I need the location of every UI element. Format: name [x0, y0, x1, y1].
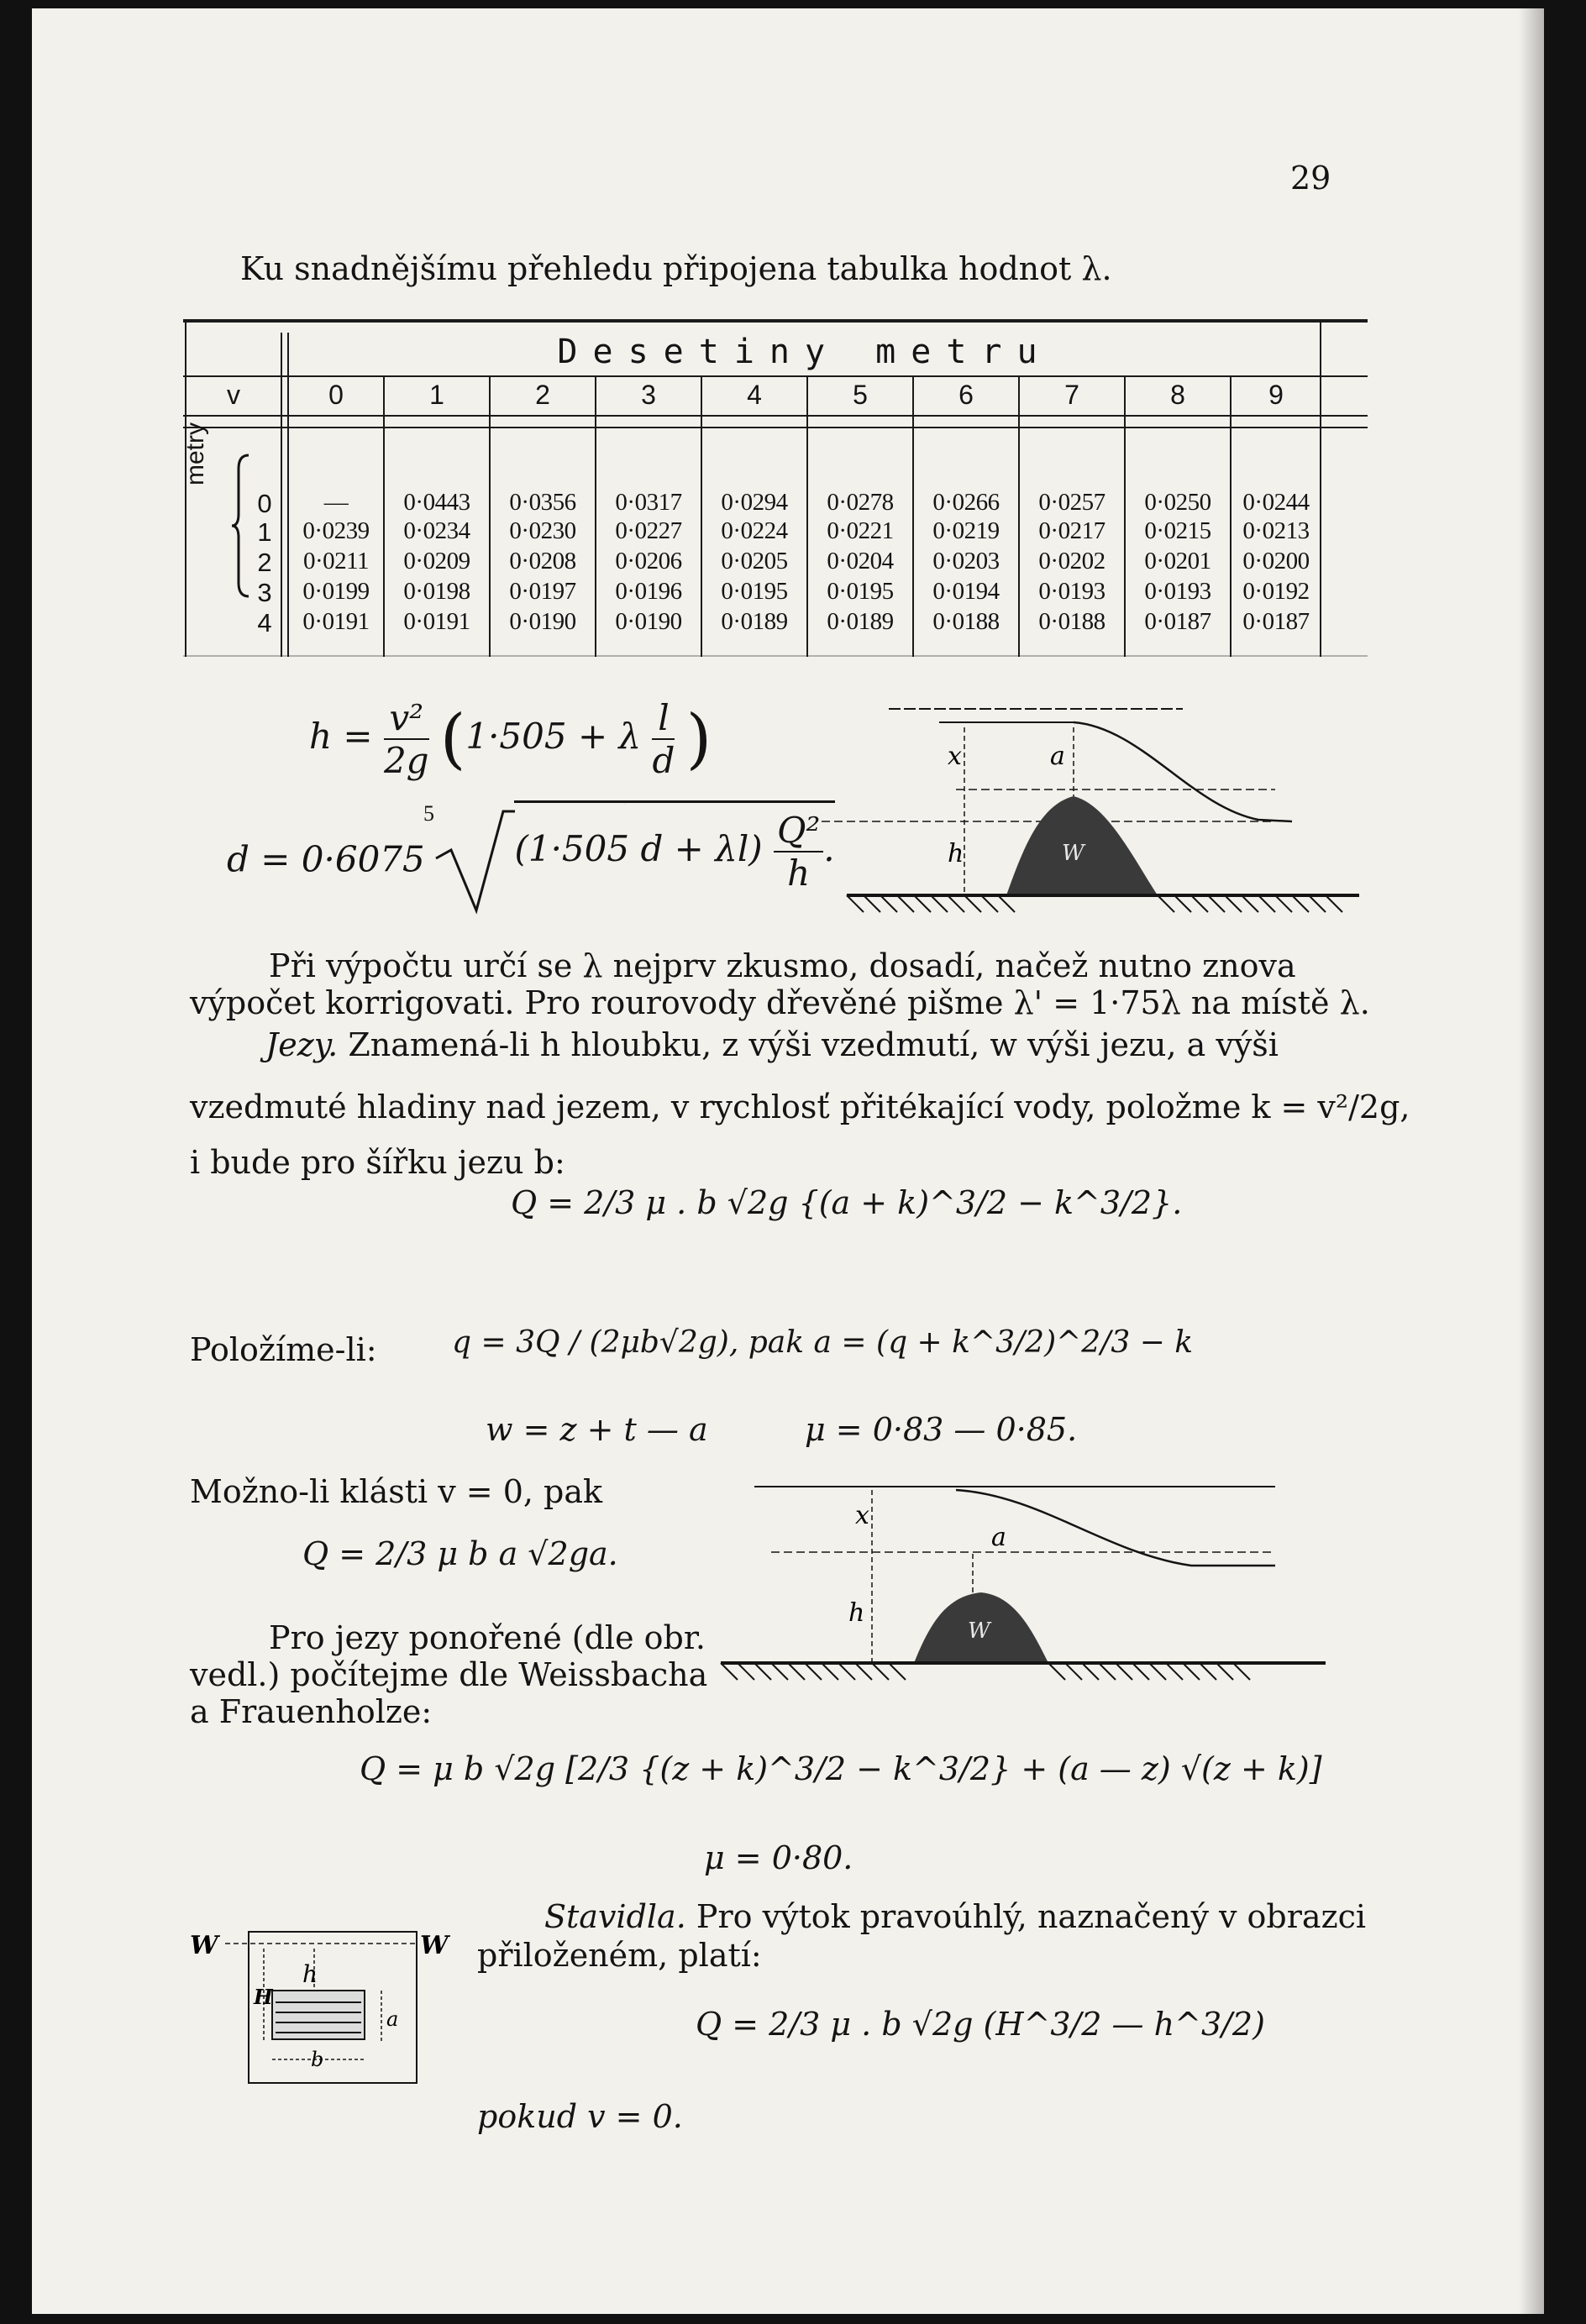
fig3-w-right: W [420, 1931, 449, 1960]
table-cell: 0·0203 [932, 548, 1000, 574]
table-cell: 0·0189 [827, 608, 894, 635]
table-cell: 0·0244 [1242, 489, 1310, 516]
column-header: 9 [1268, 380, 1284, 410]
table-cell: 0·0201 [1144, 548, 1211, 574]
paragraph-line: i bude pro šířku jezu b: [190, 1144, 565, 1181]
formula-d: d = 0·6075 5 (1·505 d + λl) $\frac{\text{Q²}}{h}$ . [227, 805, 835, 914]
fig1-w-label: W [1062, 841, 1084, 866]
weir-figure-2 [721, 1470, 1326, 1680]
table-cell: 0·0198 [403, 578, 470, 605]
row-index: 1 [257, 517, 272, 547]
row-brace [230, 452, 252, 600]
table-cell: 0·0266 [932, 489, 1000, 516]
table-cell: 0·0224 [721, 517, 788, 544]
table-cell: 0·0250 [1144, 489, 1211, 516]
table-cell: 0·0190 [509, 608, 576, 635]
table-cell: 0·0191 [302, 608, 370, 635]
table-cell: 0·0239 [302, 517, 370, 544]
paragraph-line: Stavidla. Pro výtok pravoúhlý, naznačený v obrazci [544, 1898, 1367, 1935]
page-number: 29 [1290, 160, 1331, 197]
fig3-a-label: a [386, 2007, 399, 2031]
table-cell: 0·0234 [403, 517, 470, 544]
table-cell: 0·0215 [1144, 517, 1211, 544]
paragraph-line: Jezy. Znamená-li h hloubku, z výši vzedmutí, w výši jezu, a výši [265, 1026, 1279, 1063]
intro-sentence: Ku snadnějšímu přehledu připojena tabulka hodnot λ. [240, 250, 1112, 287]
table-cell: 0·0195 [827, 578, 894, 605]
table-cell: 0·0221 [827, 517, 894, 544]
row-index: 0 [257, 489, 272, 518]
table-cell: 0·0193 [1038, 578, 1105, 605]
table-cell: 0·0205 [721, 548, 788, 574]
column-header: 3 [641, 380, 656, 410]
paragraph-line: výpočet korrigovati. Pro rourovody dřevěné pišme λ' = 1·75λ na místě λ. [190, 984, 1370, 1021]
fig2-w-label: W [968, 1618, 990, 1644]
table-cell: 0·0211 [302, 548, 370, 574]
table-cell: 0·0227 [615, 517, 682, 544]
table-cell: 0·0209 [403, 548, 470, 574]
column-header: 8 [1170, 380, 1185, 410]
table-cell: 0·0278 [827, 489, 894, 516]
table-cell: 0·0200 [1242, 548, 1310, 574]
column-header: 4 [747, 380, 762, 410]
table-cell: 0·0317 [615, 489, 682, 516]
column-header: 5 [853, 380, 868, 410]
book-page: 29 Ku snadnějšímu přehledu připojena tabulka hodnot λ. Desetiny metru v 0 1 2 3 4 5 6 7 8 9 metry 0 — 0·0443 0·0356 0·0317 0·0294 0·0278 0·0266 0·0257 0·0250 0·0244 1 0·0239 0·0234 0·0230 0·0227 0·0224 0·0221 0·0219 0·0217 0·0215 0·0213 2 0·0211 0·0209 0·0208 0·0206 0·0205 0·0204 0·0203 0·0202 0·0201 0·0200 3 0·0199 0·0198 0·0197 0·0196 0·0195 0·0195 0·0194 0·0193 0·0193 0·0192 4 0·0191 0·0191 0·0190 0·0190 0·0189 0·0189 0·0188 0·0188 0·0187 0·0187 h = $\frac{\text{v²}}{2g}$ (1·505 + λ $\frac{l}{d}$ ) d = 0·6075 5 (1·505 d + λl) $\frac{\text{Q²}}{h}$ . 5 x a h W Při výpočtu určí se λ nejprv zkusmo, dosadí, načež nutno znova výpočet korrigovati. Pro rourovody dřevěné pišme λ' = 1·75λ na místě λ. Jezy. Znamená-li h hloubku, z výši vzedmutí, w výši jezu, a výši vzedmuté hladiny nad jezem, v rychlosť přitékající vody, položme k = v²/2g, i bude pro šířku jezu b: Q = 2/3 μ . b √2g {(a + k)^3/2 − k^3/2}. Položíme-li: q = 3Q / (2μb√2g), pak a = (q + k^3/2)^2/3 − k w = z + t — a μ = 0·83 — 0·85. Možno-li klásti v = 0, pak Q = 2/3 μ b a √2ga. Pro jezy ponořené (dle obr. vedl.) počítejme dle Weissbacha a Frauenholze: x a h W Q = μ b √2g [2/3 {(z + k)^3/2 − k^3/2} + (a — z) √(z + k)] μ = 0·80. Stavidla. Pro výtok pravoúhlý, naznačený v obrazci přiloženém, platí: Q = 2/3 μ . b √2g (H^3/2 — h^3/2) pokud v = 0. W W h H a b [32, 8, 1544, 2314]
fig3-w-left: W [190, 1931, 218, 1960]
table-cell: 0·0294 [721, 489, 788, 516]
fig2-h-label: h [848, 1598, 865, 1628]
column-header: 1 [429, 380, 444, 410]
table-cell: 0·0199 [302, 578, 370, 605]
row-index: 4 [257, 608, 272, 637]
fig1-h-label: h [948, 839, 964, 868]
paragraph-line: Při výpočtu určí se λ nejprv zkusmo, dosadí, načež nutno znova [269, 947, 1296, 984]
fig3-b-label: b [311, 2048, 324, 2071]
weir-figure-1 [822, 697, 1368, 907]
table-cell: 0·0196 [615, 578, 682, 605]
row-group-label: metry [181, 422, 209, 485]
table-cell: 0·0257 [1038, 489, 1105, 516]
section-title-jezy: Jezy. [265, 1026, 339, 1063]
column-header: 2 [535, 380, 550, 410]
fig2-x-label: x [855, 1501, 869, 1530]
fig1-x-label: x [948, 742, 962, 771]
formula-mu1: μ = 0·83 — 0·85. [805, 1411, 1078, 1448]
paragraph-line: přiloženém, platí: [477, 1937, 762, 1974]
table-cell: 0·0189 [721, 608, 788, 635]
column-header: 0 [328, 380, 344, 410]
table-cell: 0·0356 [509, 489, 576, 516]
formula-Q1: Q = 2/3 μ . b √2g {(a + k)^3/2 − k^3/2}. [511, 1184, 1183, 1221]
table-cell: 0·0204 [827, 548, 894, 574]
fig1-a-label: a [1050, 742, 1065, 771]
formula-mu2: μ = 0·80. [704, 1839, 853, 1876]
table-cell: 0·0188 [932, 608, 1000, 635]
paragraph-line: Možno-li klásti v = 0, pak [190, 1473, 603, 1510]
table-cell: 0·0190 [615, 608, 682, 635]
fig3-H-label: H [254, 1985, 273, 2009]
table-cell: 0·0192 [1242, 578, 1310, 605]
section-title-stavidla: Stavidla. [544, 1898, 686, 1935]
formula-q: q = 3Q / (2μb√2g), pak a = (q + k^3/2)^2/3 − k [452, 1325, 1194, 1360]
paragraph-line: vzedmuté hladiny nad jezem, v rychlosť přitékající vody, položme k = v²/2g, [190, 1089, 1410, 1125]
column-header: 6 [958, 380, 974, 410]
row-index: 3 [257, 578, 272, 607]
table-cell: 0·0193 [1144, 578, 1211, 605]
table-cell: 0·0202 [1038, 548, 1105, 574]
table-cell: 0·0187 [1242, 608, 1310, 635]
table-cell: 0·0206 [615, 548, 682, 574]
table-cell: 0·0197 [509, 578, 576, 605]
table-cell: 0·0195 [721, 578, 788, 605]
table-cell: 0·0230 [509, 517, 576, 544]
table-cell: 0·0191 [403, 608, 470, 635]
formula-Q4: Q = 2/3 μ . b √2g (H^3/2 — h^3/2) [696, 2006, 1265, 2043]
paragraph-line: vedl.) počítejme dle Weissbacha [190, 1656, 708, 1693]
row-index: 2 [257, 548, 272, 577]
paragraph-line: Pro jezy ponořené (dle obr. [269, 1619, 706, 1656]
table-cell: 0·0194 [932, 578, 1000, 605]
column-header-v: v [227, 380, 240, 410]
table-cell: 0·0219 [932, 517, 1000, 544]
table-cell: 0·0187 [1144, 608, 1211, 635]
table-cell: 0·0443 [403, 489, 470, 516]
fig3-h-label: h [302, 1960, 318, 1988]
fig2-a-label: a [991, 1523, 1006, 1552]
table-group-header: Desetiny metru [557, 333, 1053, 371]
label-polozime: Položíme-li: [190, 1331, 377, 1368]
column-header: 7 [1064, 380, 1079, 410]
formula-Q2: Q = 2/3 μ b a √2ga. [302, 1535, 618, 1572]
sluice-figure [183, 1915, 460, 2100]
formula-w: w = z + t — a [486, 1411, 708, 1448]
table-cell: — [323, 489, 349, 516]
table-cell: 0·0208 [509, 548, 576, 574]
table-cell: 0·0188 [1038, 608, 1105, 635]
formula-h: h = $\frac{\text{v²}}{2g}$ (1·505 + λ $\frac{l}{d}$ ) [309, 697, 712, 781]
formula-Q3: Q = μ b √2g [2/3 {(z + k)^3/2 − k^3/2} + (a — z) √(z + k)] [360, 1750, 1322, 1787]
paragraph-line: a Frauenholze: [190, 1693, 433, 1730]
table-cell: 0·0213 [1242, 517, 1310, 544]
table-cell: 0·0217 [1038, 517, 1105, 544]
paragraph-line: pokud v = 0. [477, 2098, 683, 2135]
